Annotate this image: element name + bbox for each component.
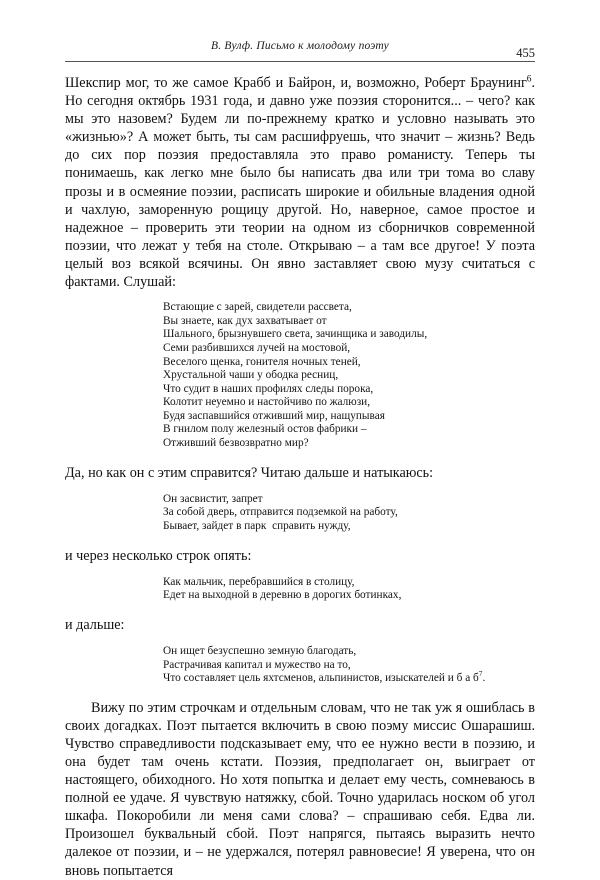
- footnote-marker-7: 7: [478, 669, 483, 679]
- spacer: [65, 565, 535, 576]
- verse-line-final-text: Что составляет цель яхтсменов, альпинистов, изыскателей и б а б: [163, 672, 479, 685]
- verse-line: За собой дверь, отправится подземкой на работу,: [163, 506, 398, 519]
- spacer: [65, 634, 535, 645]
- verse-line: Растрачивая капитал и мужество на то,: [163, 658, 351, 671]
- paragraph-opening-text-a: Шекспир мог, то же самое Крабб и Байрон, и, возможно, Роберт Браунинг: [65, 75, 527, 91]
- running-head-title: В. Вулф. Письмо к молодому поэту: [211, 40, 389, 52]
- verse-line: В гнилом полу железный остов фабрики –: [163, 423, 367, 436]
- spacer: [65, 534, 535, 547]
- running-head: [65, 40, 535, 60]
- verse-line-final-tail: .: [482, 672, 486, 685]
- verse-line: Едет на выходной в деревню в дорогих ботинках,: [163, 589, 402, 602]
- verse-line: Как мальчик, перебравшийся в столицу,: [163, 575, 355, 588]
- paragraph-opening-text-b: . Но сегодня октябрь 1931 года, и давно уже поэзия сторонится... – чего? как мы это назовем? Будем ли по-прежнему кратко и условно называть это «жизнью»? А может быть, ты сам расшифруешь, что значит – жизнь? Ведь до сих пор поэзия предоставляла это право романисту. Теперь ты понимаешь, как легко мне было бы написать два или три тома во славу прозы и в осмеяние поэзии, расписать широкие и обильные владения одной и чахлую, заморенную рощицу другой. Но, наверное, самое простое и надежное – проверить эти теории на одном из сборничков современной поэзии, что лежат у тебя на столе. Открываю – а там все другое! У поэта целый воз всякой всячины. Он явно заставляет свою музу считаться с фактами. Слушай:: [65, 75, 535, 291]
- verse-line: Шального, брызнувшего света, зачинщика и заводилы,: [163, 328, 428, 341]
- footnote-marker-6: 6: [526, 74, 532, 85]
- lead-in-2: Да, но как он с этим справится? Читаю дальше и натыкаюсь:: [65, 464, 434, 481]
- verse-block-2: [65, 493, 535, 534]
- spacer: [65, 482, 535, 493]
- verse-line: Он ищет безуспешно земную благодать,: [163, 644, 357, 657]
- spacer: [65, 451, 535, 464]
- spacer: [65, 686, 535, 699]
- verse-block-4: [65, 645, 535, 686]
- verse-line: Веселого щенка, гонителя ночных теней,: [163, 355, 361, 368]
- verse-line: Отживший безвозвратно мир?: [163, 437, 309, 450]
- verse-line: Что судит в наших профилях следы порока,: [163, 382, 374, 395]
- paragraph-final: Вижу по этим строчкам и отдельным словам, что не так уж я ошиблась в своих догадках. Поэт пытается включить в свою поэму миссис Ошарашиш. Чувство справедливости подсказывает ему, что ее нужно вести в поэзию, и она будет там очень кстати. Поэзия, предполагает он, выиграет от настоящего, обиходного. Но хотя попытка и делает ему честь, сомневаюсь в полной ее удаче. Я чувствую натяжку, сбой. Точно ударилась носком об угол шкафа. Покоробили ли меня сами слова? – спрашиваю себя. Едва ли. Произошел буквальный сбой. Поэт напрягся, пытаясь выразить нечто далекое от поэзии, и – не удержался, потерял равновесие! Я уверена, что он вновь попытается: [65, 699, 535, 879]
- verse-line-final: [163, 669, 535, 686]
- lead-in-3: и через несколько строк опять:: [65, 547, 252, 564]
- verse-line: Будя заспавшийся отживший мир, нащупывая: [163, 409, 385, 422]
- page-content: [65, 74, 535, 880]
- header-rule: [65, 61, 535, 62]
- spacer: [65, 291, 535, 301]
- verse-block-3: [65, 576, 535, 603]
- verse-line: Бывает, зайдет в парк справить нужду,: [163, 519, 351, 532]
- verse-line: Хрустальной чаши у ободка ресниц,: [163, 369, 339, 382]
- verse-line: Он засвистит, запрет: [163, 492, 263, 505]
- verse-line: Семи разбившихся лучей на мостовой,: [163, 341, 351, 354]
- page-number: 455: [516, 46, 535, 60]
- verse-line: Встающие с зарей, свидетели рассвета,: [163, 301, 352, 314]
- verse-line: Колотит неуемно и настойчиво по жалюзи,: [163, 396, 371, 409]
- lead-in-4: и дальше:: [65, 616, 125, 633]
- verse-line: Вы знаете, как дух захватывает от: [163, 314, 327, 327]
- verse-block-1: [65, 301, 535, 451]
- spacer: [65, 603, 535, 616]
- paragraph-opening: [65, 74, 535, 291]
